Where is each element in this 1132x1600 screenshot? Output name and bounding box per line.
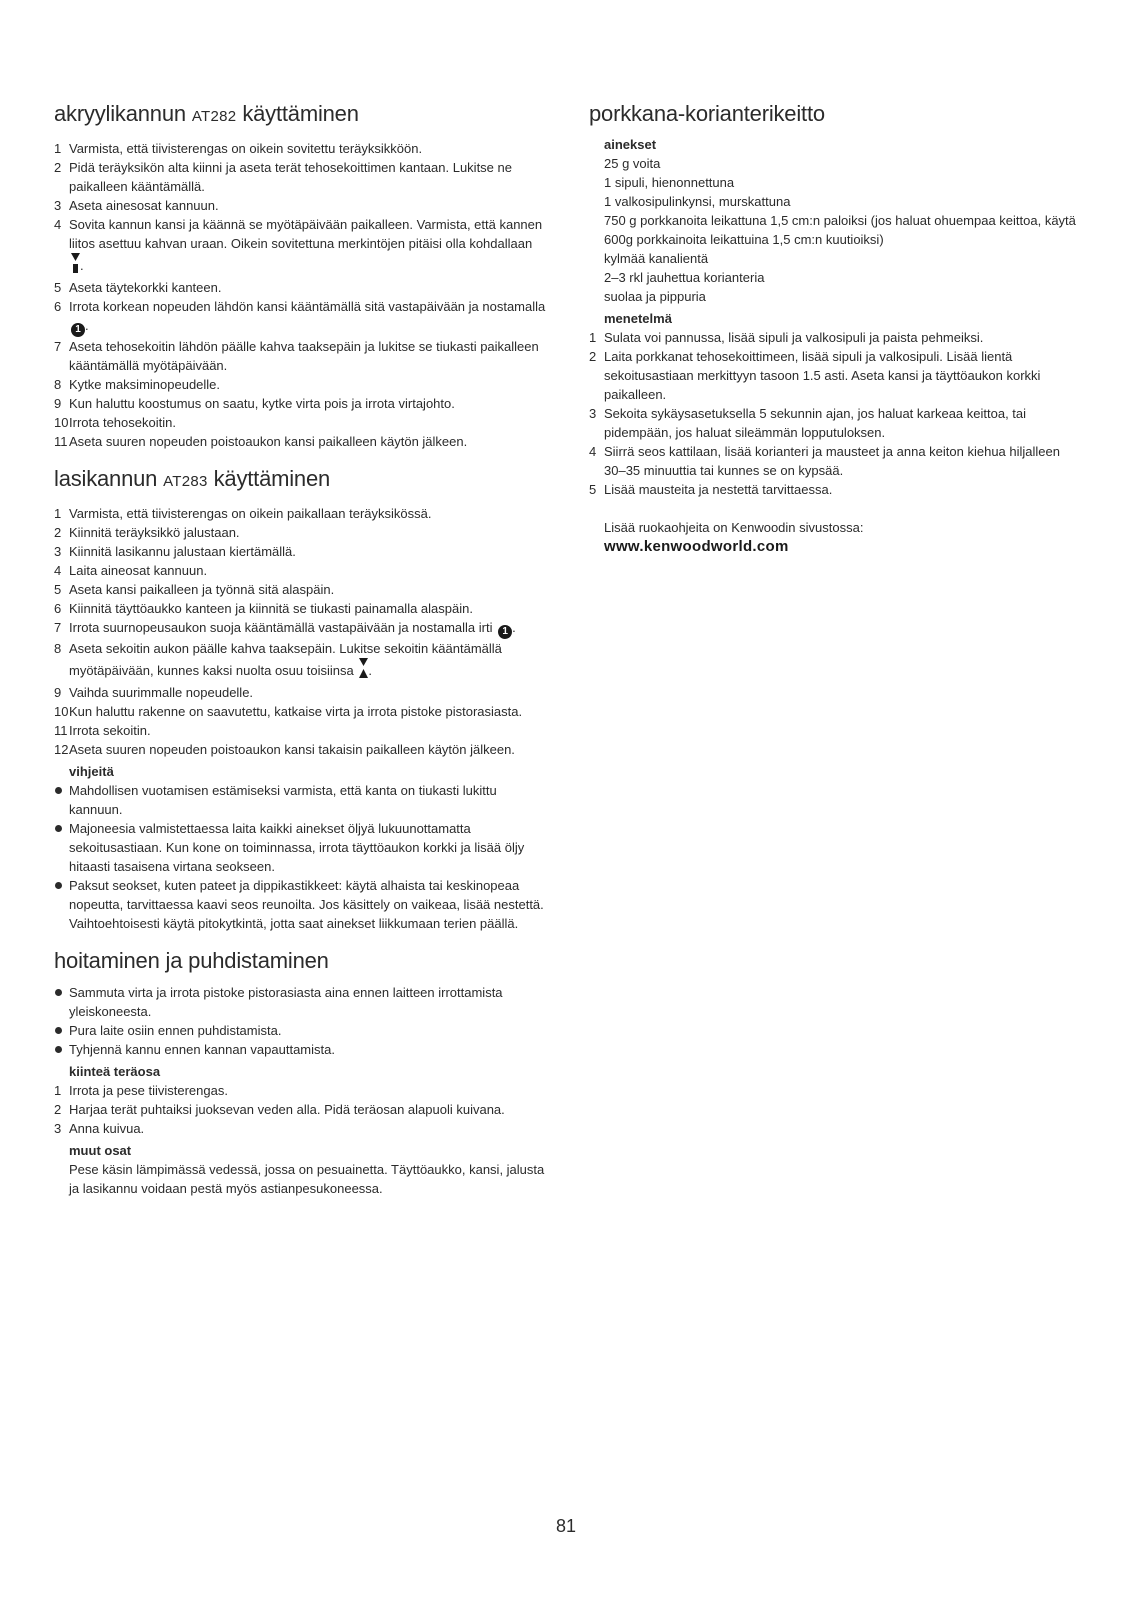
glass-step-7: 7 Irrota suurnopeusaukon suoja kääntämällä vastapäivään ja nostamalla irti 1 . xyxy=(54,620,516,637)
acrylic-jug-model: AT282 xyxy=(191,108,237,125)
recipe-heading: porkkana-korianterikeitto xyxy=(589,101,825,126)
bullet-icon xyxy=(55,882,62,889)
bullet-icon xyxy=(55,1046,62,1053)
glass-step-10: 10 Kun haluttu rakenne on saavutettu, katkaise virta ja irrota pistoke pistorasiasta. xyxy=(54,704,523,719)
care-section xyxy=(54,947,546,1198)
blade-step-3: 3 Anna kuivua. xyxy=(54,1121,145,1136)
glass-jug-heading: lasikannun AT283 käyttäminen xyxy=(54,466,331,491)
glass-step-3: 3 Kiinnitä lasikannu jalustaan kiertämällä. xyxy=(54,544,296,559)
blade-step-1: 1 Irrota ja pese tiivisterengas. xyxy=(54,1083,228,1098)
acrylic-step-4: 4 Sovita kannun kansi ja käännä se myötäpäivään paikalleen. Varmista, että kannen liitos asettuu kahvan uraan. Oikein sovitettuna merkintöjen pitäisi olla kohdallaan . xyxy=(54,215,546,278)
glass-step-5: 5 Aseta kansi paikalleen ja työnnä sitä alaspäin. xyxy=(54,582,335,597)
care-heading: hoitaminen ja puhdistaminen xyxy=(54,948,329,973)
tip-item: Paksut seokset, kuten pateet ja dippikastikkeet: käytä alhaista tai keskinopeaa nopeutta, tarvittaessa kaavi seos reunoilta. Jos käsittely on vaikeaa, lisää nestettä. Vaihtoehtoisesti käytä pitokytkintä, jotta saat ainekset liikkumaan terien päällä. xyxy=(54,876,546,933)
acrylic-jug-section xyxy=(54,100,546,451)
method-step-3: 3 Sekoita sykäysasetuksella 5 sekunnin ajan, jos haluat karkeaa keittoa, tai pidempään, jos haluat sileämmän lopputuloksen. xyxy=(589,406,1027,440)
glass-step-6: 6 Kiinnitä täyttöaukko kanteen ja kiinnitä se tiukasti painamalla alaspäin. xyxy=(54,601,473,616)
ingredient-item: 1 valkosipulinkynsi, murskattuna xyxy=(604,194,791,209)
care-bullet: Sammuta virta ja irrota pistoke pistorasiasta aina ennen laitteen irrottamista yleiskoneesta. xyxy=(54,983,546,1021)
alignment-marks-icon xyxy=(71,253,80,278)
glass-jug-section xyxy=(54,465,546,933)
tip-item: Mahdollisen vuotamisen estämiseksi varmista, että kanta on tiukasti lukittu kannuun. xyxy=(54,781,546,819)
acrylic-step-1: 1 Varmista, että tiivisterengas on oikein sovitettu teräyksikköön. xyxy=(54,141,423,156)
ingredients-heading: ainekset xyxy=(604,137,657,152)
right-column xyxy=(589,100,1079,571)
more-recipes-text: Lisää ruokaohjeita on Kenwoodin sivustossa: xyxy=(604,520,864,535)
left-column xyxy=(54,100,546,1212)
ingredient-item: suolaa ja pippuria xyxy=(604,289,706,304)
acrylic-step-6: 6 Irrota korkean nopeuden lähdön kansi kääntämällä sitä vastapäivään ja nostamalla 1 . xyxy=(54,299,546,335)
bullet-icon xyxy=(55,787,62,794)
tip-item: Majoneesia valmistettaessa laita kaikki ainekset öljyä lukuunottamatta sekoitusastiaan. Kun kone on toiminnassa, irrota täyttöaukon korkki ja lisää öljy hitaasti tasaisena virtana seokseen. xyxy=(54,819,546,876)
callout-number-1-icon: 1 xyxy=(498,625,512,639)
care-bullet: Tyhjennä kannu ennen kannan vapauttamista. xyxy=(54,1040,546,1059)
bullet-icon xyxy=(55,825,62,832)
recipe-section xyxy=(589,100,1079,557)
glass-step-8: 8 Aseta sekoitin aukon päälle kahva taaksepäin. Lukitse sekoitin kääntämällä myötäpäivään, kunnes kaksi nuolta osuu toisiinsa . xyxy=(54,639,546,683)
ingredient-item: 750 g porkkanoita leikattuna 1,5 cm:n paloiksi (jos haluat ohuempaa keittoa, käytä 600g porkkainoita leikattuina 1,5 cm:n kuutioiksi) xyxy=(604,213,1076,247)
glass-step-12: 12 Aseta suuren nopeuden poistoaukon kansi takaisin paikalleen käytön jälkeen. xyxy=(54,742,515,757)
acrylic-step-9: 9 Kun haluttu koostumus on saatu, kytke virta pois ja irrota virtajohto. xyxy=(54,396,455,411)
page-number: 81 xyxy=(555,1516,577,1536)
acrylic-step-3: 3 Aseta ainesosat kannuun. xyxy=(54,198,219,213)
glass-step-11: 11 Irrota sekoitin. xyxy=(54,723,151,738)
glass-step-4: 4 Laita aineosat kannuun. xyxy=(54,563,208,578)
method-step-4: 4 Siirrä seos kattilaan, lisää korianteri ja mausteet ja anna keiton kiehua hiljalleen 30–35 minuuttia tai kunnes se on kypsää. xyxy=(589,444,1060,478)
acrylic-jug-heading: akryylikannun AT282 käyttäminen xyxy=(54,101,359,126)
glass-step-1: 1 Varmista, että tiivisterengas on oikein paikallaan teräyksikössä. xyxy=(54,506,432,521)
other-parts-text: Pese käsin lämpimässä vedessä, jossa on pesuainetta. Täyttöaukko, kansi, jalusta ja lasikannu voidaan pestä myös astianpesukoneessa. xyxy=(69,1162,545,1196)
acrylic-step-7: 7 Aseta tehosekoitin lähdön päälle kahva taaksepäin ja lukitse se tiukasti paikalleen kääntämällä myötäpäivään. xyxy=(54,339,539,373)
other-parts-heading: muut osat xyxy=(69,1143,132,1158)
website-link[interactable]: www.kenwoodworld.com xyxy=(604,538,789,555)
acrylic-step-11: 11 Aseta suuren nopeuden poistoaukon kansi paikalleen käytön jälkeen. xyxy=(54,434,468,449)
arrows-meet-icon xyxy=(359,658,368,683)
method-heading: menetelmä xyxy=(604,311,672,326)
glass-step-9: 9 Vaihda suurimmalle nopeudelle. xyxy=(54,685,254,700)
glass-step-2: 2 Kiinnitä teräyksikkö jalustaan. xyxy=(54,525,240,540)
ingredient-item: 1 sipuli, hienonnettuna xyxy=(604,175,735,190)
acrylic-step-2: 2 Pidä teräyksikön alta kiinni ja aseta terät tehosekoittimen kantaan. Lukitse ne paikalleen kääntämällä. xyxy=(54,160,512,194)
bullet-icon xyxy=(55,1027,62,1034)
callout-number-1-icon: 1 xyxy=(71,323,85,337)
ingredient-item: 2–3 rkl jauhettua korianteria xyxy=(604,270,765,285)
ingredient-item: kylmää kanalientä xyxy=(604,251,709,266)
method-step-2: 2 Laita porkkanat tehosekoittimeen, lisää sipuli ja valkosipuli. Lisää lientä sekoitusastiaan merkittyyn tasoon 1.5 asti. Aseta kansi ja täyttöaukon korkki paikalleen. xyxy=(589,349,1041,402)
blade-unit-heading: kiinteä teräosa xyxy=(69,1064,161,1079)
tips-heading: vihjeitä xyxy=(69,764,114,779)
acrylic-step-10: 10 Irrota tehosekoitin. xyxy=(54,415,176,430)
care-bullet: Pura laite osiin ennen puhdistamista. xyxy=(54,1021,546,1040)
acrylic-step-8: 8 Kytke maksiminopeudelle. xyxy=(54,377,221,392)
blade-step-2: 2 Harjaa terät puhtaiksi juoksevan veden alla. Pidä teräosan alapuoli kuivana. xyxy=(54,1102,505,1117)
acrylic-step-5: 5 Aseta täytekorkki kanteen. xyxy=(54,280,222,295)
bullet-icon xyxy=(55,989,62,996)
method-step-5: 5 Lisää mausteita ja nestettä tarvittaessa. xyxy=(589,482,833,497)
ingredient-item: 25 g voita xyxy=(604,156,661,171)
glass-jug-model: AT283 xyxy=(163,473,208,490)
method-step-1: 1 Sulata voi pannussa, lisää sipuli ja valkosipuli ja paista pehmeiksi. xyxy=(589,330,984,345)
